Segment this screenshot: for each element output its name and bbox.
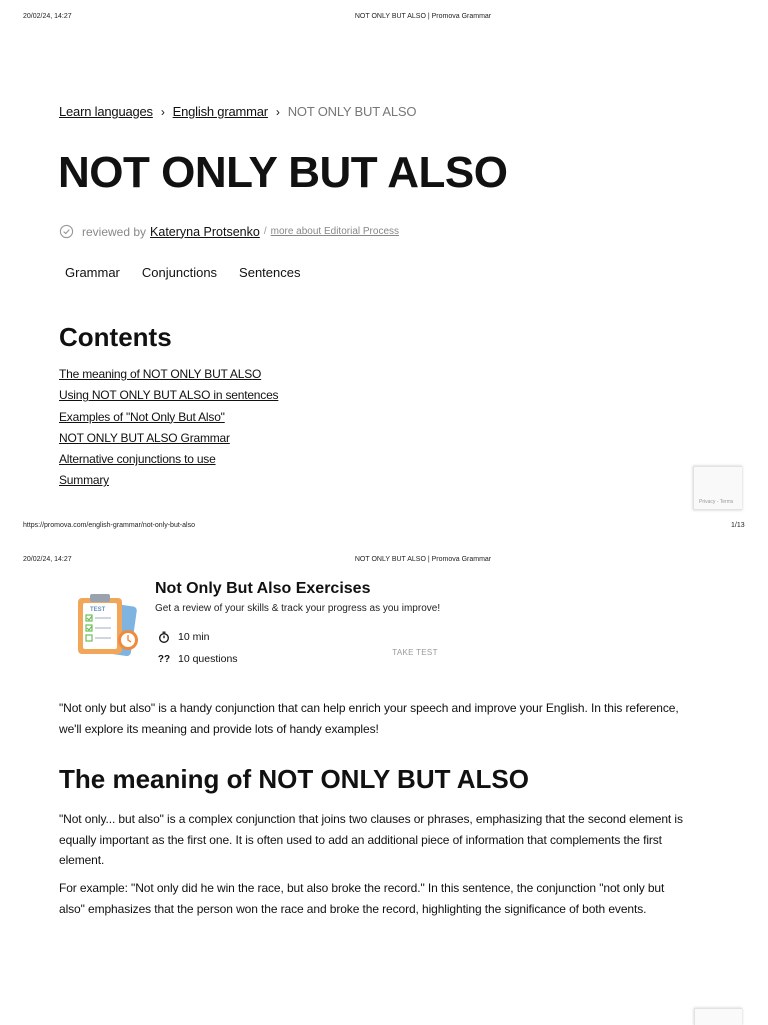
- toc-link[interactable]: The meaning of NOT ONLY BUT ALSO: [59, 367, 262, 381]
- reviewer-link[interactable]: Kateryna Protsenko: [150, 224, 260, 239]
- recaptcha-badge[interactable]: [694, 1008, 742, 1025]
- review-separator: /: [263, 226, 267, 237]
- print-title: NOT ONLY BUT ALSO | Promova Grammar: [354, 13, 492, 20]
- recaptcha-label: Privacy - Terms: [699, 499, 734, 505]
- toc-link[interactable]: Examples of "Not Only But Also": [59, 409, 225, 424]
- intro-paragraph: "Not only but also" is a handy conjunction that can help enrich your speech and improve your English. In this reference, we'll explore its meaning and provide lots of handy examples!: [59, 701, 679, 736]
- review-line: [59, 224, 399, 239]
- print-datetime: 20/02/24, 14:27: [23, 13, 72, 20]
- toc-link[interactable]: Alternative conjunctions to use: [59, 452, 216, 467]
- section-heading-meaning: The meaning of NOT ONLY BUT ALSO: [59, 764, 529, 794]
- chevron-right-icon: ›: [275, 104, 280, 119]
- contents-list: [59, 364, 278, 492]
- tag-conjunctions[interactable]: Conjunctions: [141, 265, 218, 280]
- stopwatch-icon: [158, 631, 170, 643]
- tag-list: [65, 265, 300, 280]
- breadcrumb-learn-languages[interactable]: Learn languages: [59, 104, 153, 119]
- list-item: [59, 364, 278, 385]
- page-title: NOT ONLY BUT ALSO: [58, 148, 508, 197]
- editorial-process-link[interactable]: more about Editorial Process: [270, 226, 400, 237]
- print-page-number: 1/13: [731, 522, 745, 529]
- take-test-button[interactable]: TAKE TEST: [392, 648, 438, 657]
- list-item: [59, 449, 278, 470]
- question-icon: ??: [157, 653, 171, 665]
- toc-link[interactable]: NOT ONLY BUT ALSO Grammar: [59, 430, 230, 445]
- recaptcha-badge[interactable]: [693, 466, 742, 510]
- reviewed-by-label: reviewed by: [82, 224, 147, 239]
- exercises-title: Not Only But Also Exercises: [155, 580, 371, 597]
- toc-link[interactable]: Using NOT ONLY BUT ALSO in sentences: [59, 388, 279, 403]
- breadcrumb-current: NOT ONLY BUT ALSO: [287, 104, 417, 119]
- breadcrumb-english-grammar[interactable]: English grammar: [172, 104, 268, 119]
- list-item: [59, 407, 278, 428]
- meaning-paragraph: "Not only... but also" is a complex conjunction that joins two clauses or phrases, emphasizing that the second element is equally important as the first one. It is often used to add an additional piece of information that complements the first element.: [59, 812, 683, 867]
- list-item: [59, 385, 278, 406]
- tag-grammar[interactable]: Grammar: [65, 265, 120, 280]
- test-clipboard-icon: [72, 590, 144, 660]
- list-item: [59, 470, 278, 491]
- exercises-duration: [158, 631, 210, 643]
- duration-value: 10 min: [178, 631, 210, 643]
- exercises-subtitle: Get a review of your skills & track your progress as you improve!: [155, 603, 441, 614]
- questions-value: 10 questions: [178, 653, 238, 665]
- exercises-questions: [158, 653, 238, 665]
- chevron-right-icon: ›: [160, 104, 165, 119]
- print-url: https://promova.com/english-grammar/not-only-but-also: [23, 522, 195, 529]
- example-paragraph: For example: "Not only did he win the race, but also broke the record." In this sentence, the conjunction "not only but also" emphasizes that the person won the race and broke the record, highlighting the significance of both events.: [59, 881, 665, 916]
- tag-sentences[interactable]: Sentences: [239, 265, 301, 280]
- list-item: [59, 428, 278, 449]
- svg-text:TEST: TEST: [90, 607, 106, 613]
- toc-link[interactable]: Summary: [59, 473, 109, 488]
- breadcrumb: [59, 104, 416, 119]
- print-datetime: 20/02/24, 14:27: [23, 556, 72, 563]
- check-circle-icon: [59, 224, 74, 239]
- print-title: NOT ONLY BUT ALSO | Promova Grammar: [354, 556, 492, 563]
- contents-heading: Contents: [59, 322, 172, 352]
